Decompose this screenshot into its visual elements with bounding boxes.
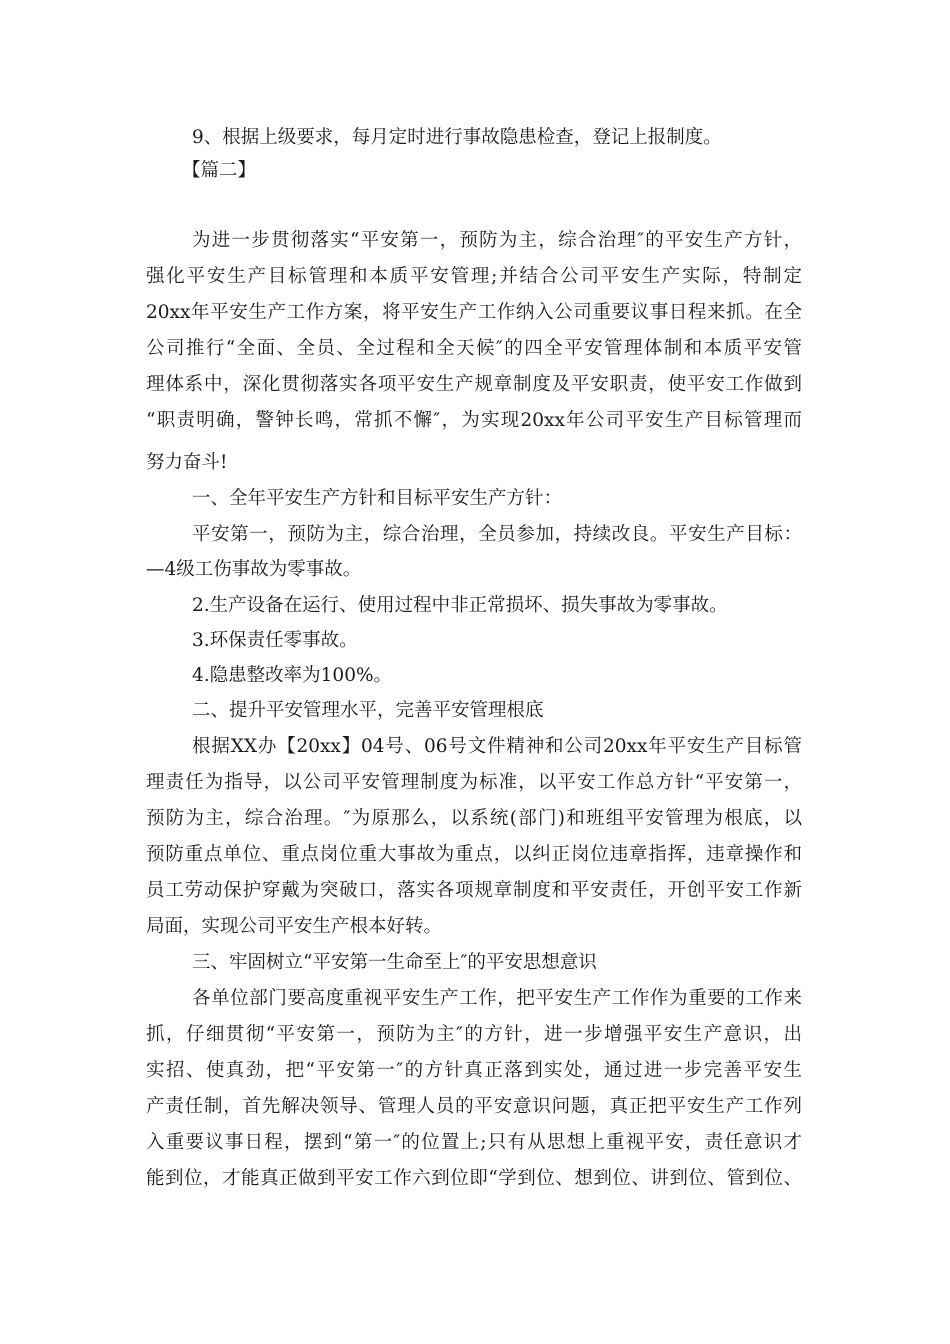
section-heading: 一、全年平安生产方针和目标平安生产方针：: [192, 488, 563, 509]
paragraph-line: 平安第一，预防为主，综合治理，全员参加，持续改良。平安生产目标：: [192, 524, 802, 545]
paragraph-line: 抓，仔细贯彻“平安第一，预防为主″的方针，进一步增强平安生产意识，出: [146, 1024, 802, 1045]
paragraph-line: 局面，实现公司平安生产根本好转。: [146, 916, 443, 937]
paragraph-line: 努力奋斗!: [146, 452, 228, 473]
paragraph-line: 为进一步贯彻落实“平安第一，预防为主，综合治理″的平安生产方针，: [192, 230, 802, 251]
paragraph-line: 员工劳动保护穿戴为突破口，落实各项规章制度和平安责任，开创平安工作新: [146, 880, 802, 901]
paragraph-line: 4.隐患整改率为100%。: [192, 665, 393, 686]
paragraph-line: —4级工伤事故为零事故。: [146, 559, 362, 580]
section-heading: 二、提升平安管理水平，完善平安管理根底: [192, 700, 544, 721]
section-heading: 三、牢固树立“平安第一生命至上″的平安思想意识: [192, 952, 597, 973]
paragraph-line: 各单位部门要高度重视平安生产工作，把平安生产工作作为重要的工作来: [192, 988, 802, 1009]
paragraph-line: 2.生产设备在运行、使用过程中非正常损坏、损失事故为零事故。: [192, 595, 728, 616]
paragraph-line: 强化平安生产目标管理和本质平安管理;并结合公司平安生产实际，特制定: [146, 266, 802, 287]
paragraph-line: 预防重点单位、重点岗位重大事故为重点，以纠正岗位违章指挥，违章操作和: [146, 844, 802, 865]
paragraph-line: 入重要议事日程，摆到“第一″的位置上;只有从思想上重视平安，责任意识才: [146, 1132, 802, 1153]
paragraph-line: 实招、使真劲，把“平安第一″的方针真正落到实处，通过进一步完善平安生: [146, 1060, 802, 1081]
paragraph-line: 根据XX办【20xx】04号、06号文件精神和公司20xx年平安生产目标管: [192, 736, 802, 757]
paragraph-line: 公司推行“全面、全员、全过程和全天候″的四全平安管理体制和本质平安管: [146, 338, 802, 359]
section-heading: 【篇二】: [182, 160, 257, 181]
paragraph-line: 产责任制，首先解决领导、管理人员的平安意识问题，真正把平安生产工作列: [146, 1096, 802, 1117]
paragraph-line: 20xx年平安生产工作方案，将平安生产工作纳入公司重要议事日程来抓。在全: [146, 302, 802, 323]
paragraph-line: 理责任为指导，以公司平安管理制度为标准，以平安工作总方针“平安第一，: [146, 772, 802, 793]
paragraph-line: “职责明确，警钟长鸣，常抓不懈″，为实现20xx年公司平安生产目标管理而: [146, 410, 802, 431]
paragraph-line: 3.环保责任零事故。: [192, 630, 358, 651]
paragraph-line: 理体系中，深化贯彻落实各项平安生产规章制度及平安职责，使平安工作做到: [146, 374, 802, 395]
paragraph-line: 9、根据上级要求，每月定时进行事故隐患检查，登记上报制度。: [192, 127, 722, 148]
paragraph-line: 能到位，才能真正做到平安工作六到位即“学到位、想到位、讲到位、管到位、: [146, 1168, 802, 1189]
paragraph-line: 预防为主，综合治理。″为原那么，以系统(部门)和班组平安管理为根底，以: [146, 808, 802, 829]
